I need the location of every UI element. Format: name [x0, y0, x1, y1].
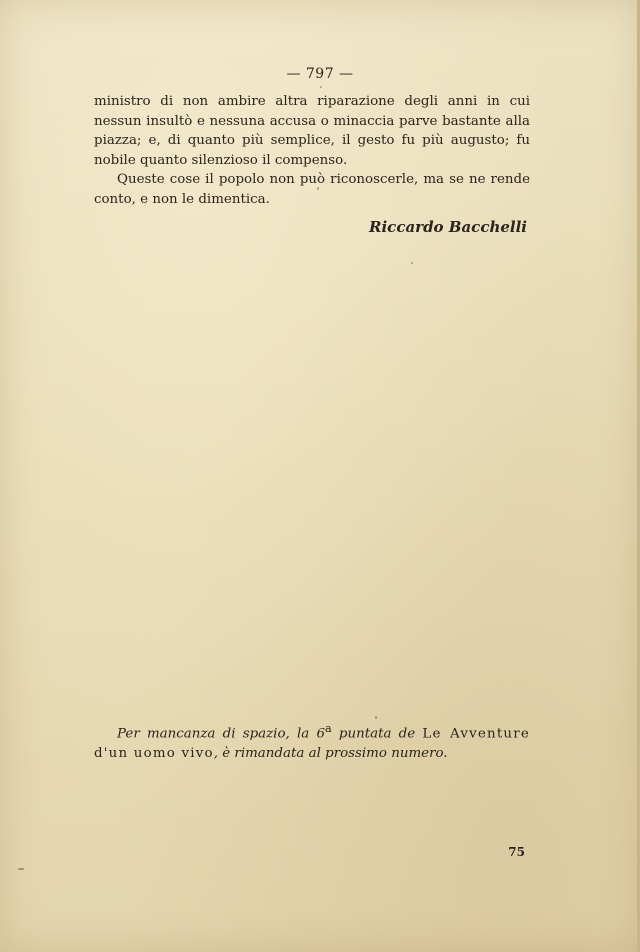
- page-number: — 797 —: [286, 66, 354, 82]
- note-text-3: , è rimandata al prossimo numero.: [213, 746, 448, 762]
- note-text-2: puntata de: [331, 726, 423, 742]
- note-serial-title: Le Avventure d'un uomo vivo: [94, 726, 530, 762]
- paper-speck: [317, 187, 319, 190]
- paragraph-1: ministro di non ambire altra riparazione degli anni in cui nessun insultò e nessuna accusa o minaccia parve bastante alla piazza; e, di quanto più semplice, il gesto fu più augusto; fu nobile quanto silenzioso il compenso.: [94, 94, 530, 168]
- folio-number: 75: [508, 845, 525, 859]
- paper-speck: [18, 868, 24, 870]
- paper-speck: [411, 262, 413, 264]
- editorial-note: [94, 719, 530, 764]
- paper-speck: [320, 86, 322, 88]
- note-superscript: a: [325, 722, 332, 735]
- author-signature: Riccardo Bacchelli: [369, 218, 527, 236]
- note-text-1: Per mancanza di spazio, la 6: [117, 726, 326, 742]
- paragraph-2: Queste cose il popolo non può riconoscerle, ma se ne rende conto, e non le dimentica.: [94, 172, 530, 207]
- paper-speck: [375, 716, 377, 719]
- body-text: [94, 92, 530, 210]
